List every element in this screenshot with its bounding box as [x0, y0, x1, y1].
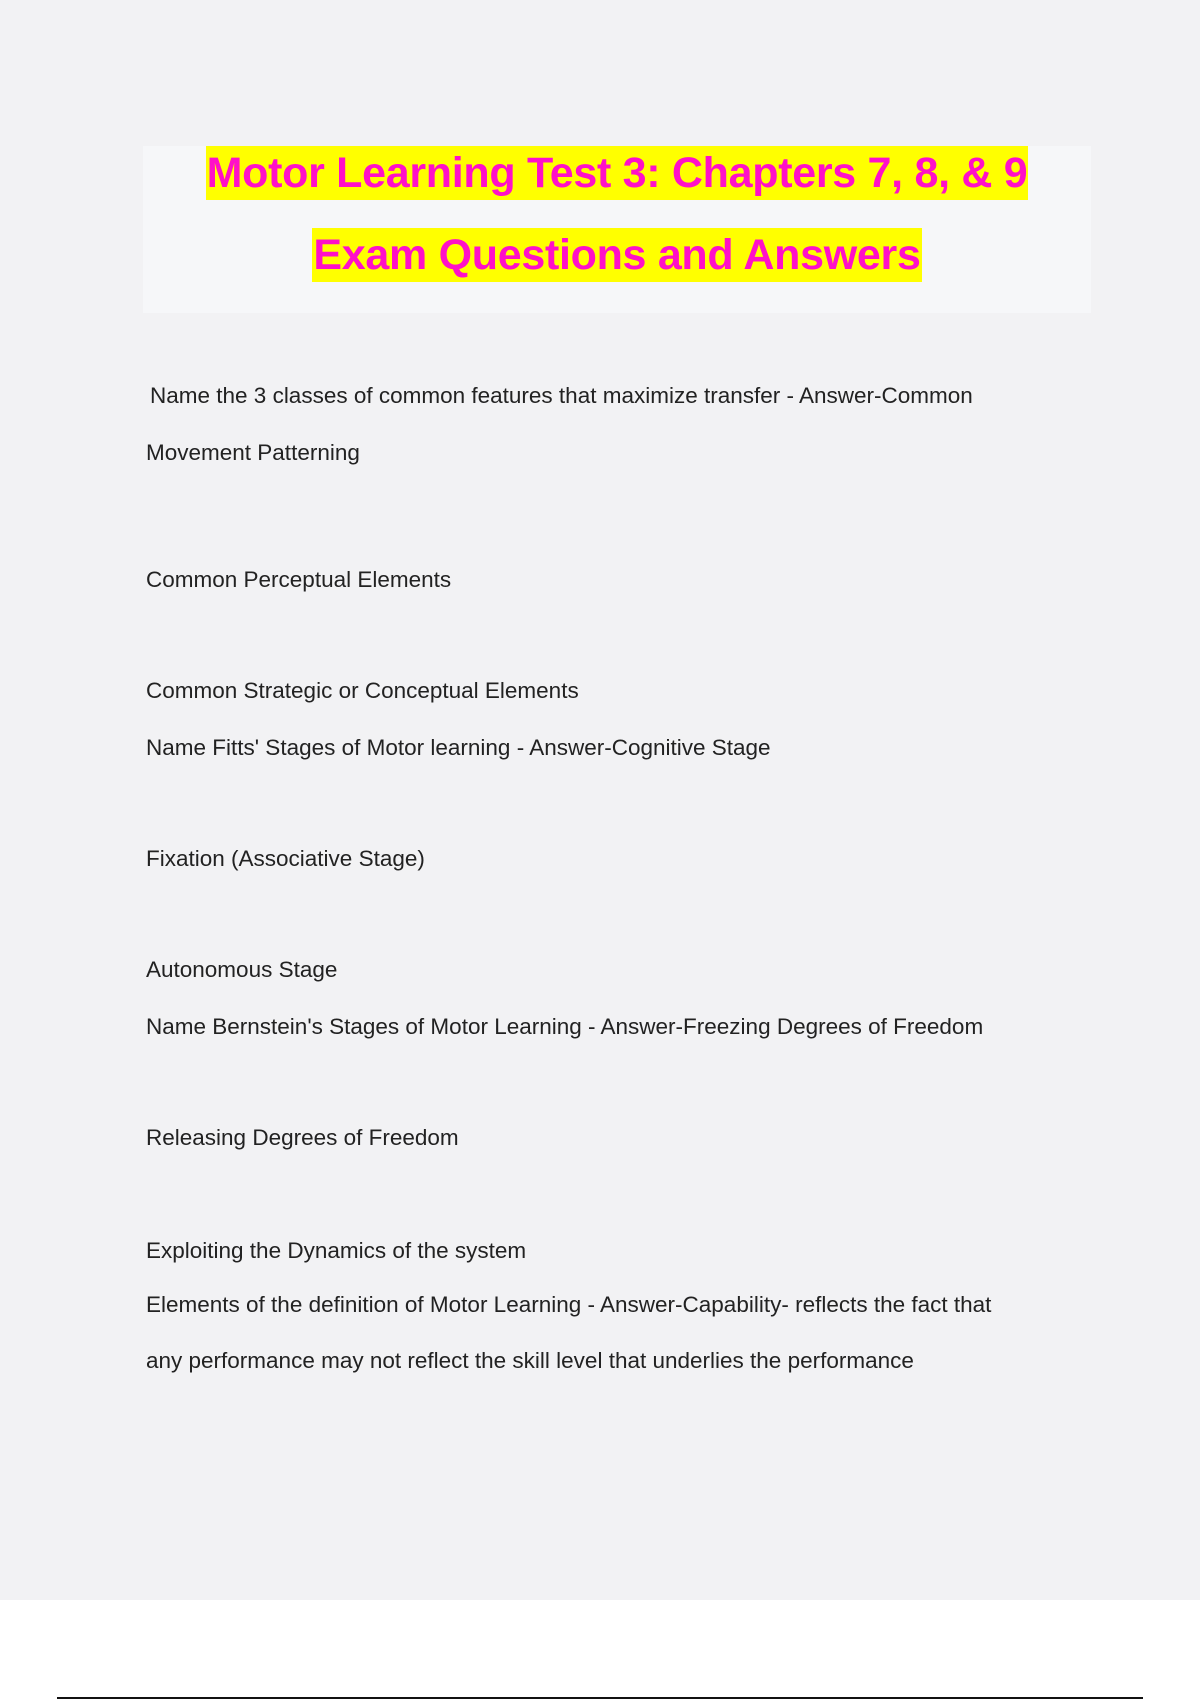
title-line-2 — [143, 228, 1091, 292]
title-text-2: Exam Questions and Answers — [312, 228, 921, 282]
question-bernstein-stages: Name Bernstein's Stages of Motor Learning - Answer-Freezing Degrees of Freedom — [146, 1014, 984, 1039]
answer-line: Autonomous Stage — [146, 957, 338, 982]
answer-line: Exploiting the Dynamics of the system — [146, 1238, 527, 1263]
footer-rule — [57, 1697, 1143, 1699]
answer-line: Common Strategic or Conceptual Elements — [146, 678, 579, 703]
answer-line: Common Perceptual Elements — [146, 567, 452, 592]
answer-line: Movement Patterning — [146, 440, 360, 465]
question-transfer-features: Name the 3 classes of common features that maximize transfer - Answer-Common — [150, 383, 973, 408]
answer-line: Fixation (Associative Stage) — [146, 846, 425, 871]
title-text-1: Motor Learning Test 3: Chapters 7, 8, & 9 — [206, 146, 1029, 200]
title-block — [143, 146, 1091, 313]
question-fitts-stages: Name Fitts' Stages of Motor learning - Answer-Cognitive Stage — [146, 735, 771, 760]
answer-line: any performance may not reflect the skill level that underlies the performance — [146, 1348, 914, 1373]
title-line-1 — [143, 146, 1091, 210]
question-motor-learning-definition: Elements of the definition of Motor Learning - Answer-Capability- reflects the fact that — [146, 1292, 992, 1317]
answer-line: Releasing Degrees of Freedom — [146, 1125, 459, 1150]
